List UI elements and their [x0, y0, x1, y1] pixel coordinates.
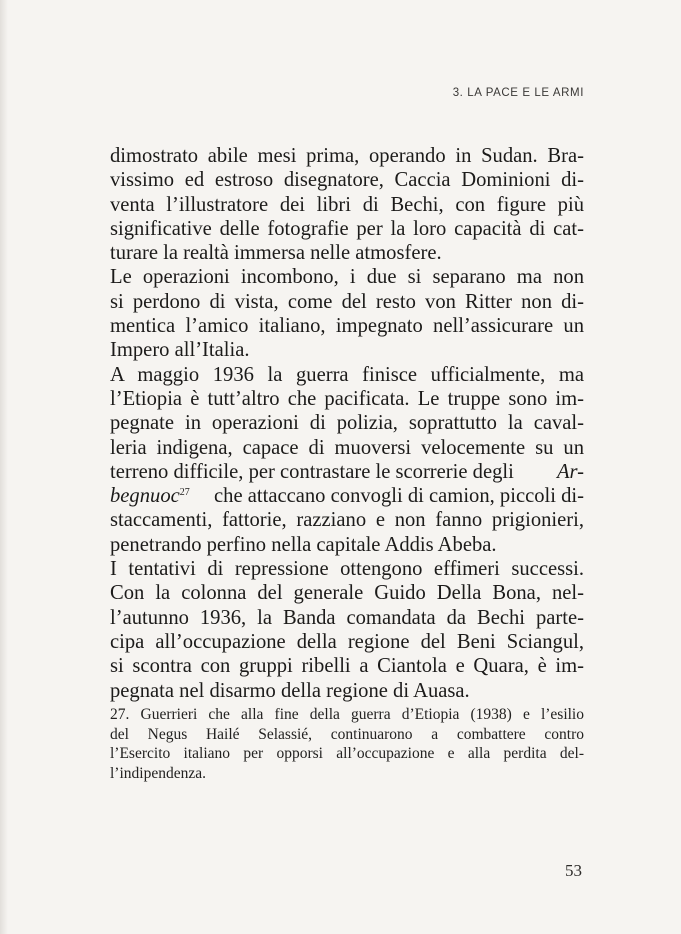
- body-line: cipa all’occupazione della regione del Beni Sciangul,: [110, 630, 584, 653]
- footnote: [110, 705, 584, 783]
- body-line-text: che attaccano convogli di camion, piccoli di-: [214, 485, 584, 508]
- body-line: Impero all’Italia.: [110, 339, 250, 362]
- running-head: 3. LA PACE E LE ARMI: [452, 87, 584, 99]
- body-line: vissimo ed estroso disegnatore, Caccia Dominioni di-: [110, 169, 584, 192]
- body-line: mentica l’amico italiano, impegnato nell’assicurare un: [110, 315, 584, 338]
- body-line: Con la colonna del generale Guido Della Bona, nel-: [110, 582, 584, 605]
- italic-term: begnuoc: [110, 485, 180, 508]
- body-line: penetrando perfino nella capitale Addis Abeba.: [110, 533, 497, 556]
- body-line: significative delle fotografie per la loro capacità di cat-: [110, 217, 584, 240]
- body-line: I tentativi di repressione ottengono effimeri successi.: [110, 558, 584, 581]
- body-line: leria indigena, capace di muoversi velocemente su un: [110, 436, 584, 459]
- body-line-text: terreno difficile, per contrastare le scorrerie degli: [110, 460, 514, 483]
- footnote-line: 27. Guerrieri che alla fine della guerra d’Etiopia (1938) e l’esilio: [110, 706, 584, 723]
- body-line: l’Etiopia è tutt’altro che pacificata. Le truppe sono im-: [110, 387, 584, 410]
- footnote-line: l’indipendenza.: [110, 764, 206, 782]
- body-line: [110, 460, 584, 484]
- page-number: 53: [565, 861, 582, 880]
- body-line: [110, 484, 584, 508]
- footnote-reference[interactable]: 27: [179, 487, 190, 499]
- page-edge-shadow: [0, 0, 8, 934]
- body-line: l’autunno 1936, la Banda comandata da Bechi parte-: [110, 606, 584, 629]
- footnote-line: l’Esercito italiano per opporsi all’occupazione e alla perdita del-: [110, 745, 584, 763]
- body-line: si perdono di vista, come del resto von Ritter non di-: [110, 290, 584, 313]
- body-line: si scontra con gruppi ribelli a Ciantola e Quara, è im-: [110, 655, 584, 678]
- body-line: venta l’illustratore dei libri di Bechi, con figure più: [110, 193, 584, 216]
- body-line: pegnate in operazioni di polizia, soprattutto la caval-: [110, 412, 584, 435]
- body-line: A maggio 1936 la guerra finisce ufficialmente, ma: [110, 363, 584, 386]
- body-line: dimostrato abile mesi prima, operando in Sudan. Bra-: [110, 145, 584, 167]
- body-text: [110, 144, 584, 703]
- body-line: staccamenti, fattorie, razziano e non fanno prigionieri,: [110, 509, 584, 532]
- italic-term: Ar-: [556, 460, 584, 483]
- body-line: turare la realtà immersa nelle atmosfere.: [110, 242, 442, 265]
- body-line: pegnata nel disarmo della regione di Auasa.: [110, 679, 470, 702]
- footnote-ref-group: [110, 484, 190, 508]
- body-line: Le operazioni incombono, i due si separano ma non: [110, 266, 584, 289]
- footnote-line: del Negus Hailé Selassié, continuarono a combattere contro: [110, 725, 584, 743]
